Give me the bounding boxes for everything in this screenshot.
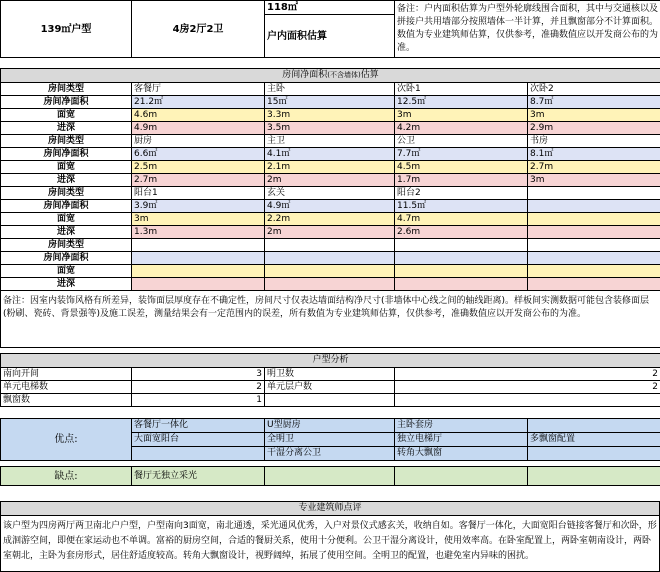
analysis-r-val [395,394,660,407]
room-area-cell [528,200,660,213]
pros-item [528,447,660,461]
room-area-cell: 4.1㎡ [265,148,395,161]
room-area-cell: 8.1㎡ [528,148,660,161]
room-depth-cell: 4.2m [395,122,528,135]
row-label-type: 房间类型 [1,239,132,252]
header-table [0,0,660,58]
net-area-row-depth [1,122,660,135]
room-depth-cell: 2.6m [395,226,528,239]
row-label-area: 房间净面积 [1,148,132,161]
room-area-cell: 4.9㎡ [265,200,395,213]
pros-item: 主卧套房 [395,419,528,433]
estimate-label: 户内面积估算 [265,15,395,58]
analysis-row [1,368,660,381]
analysis-row [1,381,660,394]
review-table [0,501,660,572]
pros-item: 大面宽阳台 [132,433,265,447]
room-width-cell: 2.2m [265,213,395,226]
row-label-depth: 进深 [1,174,132,187]
pros-item: U型厨房 [265,419,395,433]
room-width-cell: 3m [528,109,660,122]
row-label-depth: 进深 [1,278,132,291]
net-area-row-type [1,187,660,200]
cons-row [1,467,660,486]
review-text: 该户型为四房两厅两卫南北户户型，户型南向3面宽，南北通透，采光通风优秀，入户对景仪式感玄关，收纳自如。客餐厅一体化，大面宽阳台链接客餐厅和次卧，形成洄游空间，即便在家运动也不单调。富裕的厨房空间，合适的餐厨关系，使用十分便利。公卫干湿分离设计，使用效率高。在卧室配置上，两卧室朝南设计，两卧室朝北，主卧为套房形式，居住舒适度较高。转角大飘窗设计，视野阔绰，拓展了使用空间。全明卫的配置，也避免室内异味的困扰。 [1,516,660,572]
analysis-r-val: 2 [395,381,660,394]
net-area-row-depth [1,174,660,187]
pros-item [132,447,265,461]
room-width-cell: 4.5m [395,161,528,174]
pros-item [528,419,660,433]
room-depth-cell: 4.9m [132,122,265,135]
room-width-cell [528,265,660,278]
row-label-depth: 进深 [1,226,132,239]
net-area-row-type [1,135,660,148]
net-area-row-width [1,109,660,122]
analysis-l-val: 3 [132,368,265,381]
analysis-l-label: 单元电梯数 [1,381,132,394]
room-depth-cell [265,278,395,291]
room-width-cell: 3m [395,109,528,122]
room-depth-cell [395,278,528,291]
room-type-cell [265,239,395,252]
net-area-row-area [1,96,660,109]
room-depth-cell: 1.3m [132,226,265,239]
analysis-title: 户型分析 [1,354,660,368]
room-width-cell [265,265,395,278]
analysis-l-label: 飘窗数 [1,394,132,407]
room-type-cell: 客餐厅 [132,83,265,96]
room-area-cell [528,252,660,265]
room-area-cell: 11.5㎡ [395,200,528,213]
room-area-cell: 21.2㎡ [132,96,265,109]
row-label-area: 房间净面积 [1,96,132,109]
room-width-cell: 3.3m [265,109,395,122]
pros-row [1,419,660,433]
room-width-cell: 3m [132,213,265,226]
room-type-cell: 厨房 [132,135,265,148]
room-type-cell: 阳台1 [132,187,265,200]
net-area-row-area [1,148,660,161]
pros-item: 客餐厅一体化 [132,419,265,433]
net-area-row-width [1,265,660,278]
unit-layout: 4房2厅2卫 [132,1,265,58]
review-title: 专业建筑师点评 [1,502,660,516]
room-type-cell: 主卧 [265,83,395,96]
room-type-cell: 阳台2 [395,187,528,200]
room-type-cell [528,187,660,200]
room-area-cell: 12.5㎡ [395,96,528,109]
room-type-cell [132,239,265,252]
room-area-cell: 8.7㎡ [528,96,660,109]
room-area-cell: 7.7㎡ [395,148,528,161]
room-area-cell: 3.9㎡ [132,200,265,213]
cons-label: 缺点: [1,467,132,486]
net-area-row-area [1,200,660,213]
pros-label: 优点: [1,419,132,461]
room-area-cell: 15㎡ [265,96,395,109]
row-label-type: 房间类型 [1,187,132,200]
room-depth-cell: 2.7m [132,174,265,187]
room-width-cell: 2.5m [132,161,265,174]
net-area-title: 房间净面积(不含墙体)估算 [1,69,660,83]
header-note: 备注：户内面积估算为户型外轮廓线围合面积，其中与交通核以及拼接户共用墙部分按照墙体一半计算，并且飘窗部分不计算面积。数值为专业建筑师估算，仅供参考，准确数值应以开发商公布的为准。 [395,1,660,58]
room-width-cell: 2.7m [528,161,660,174]
analysis-r-label: 明卫数 [265,368,395,381]
pros-table [0,418,660,461]
room-depth-cell: 2m [265,174,395,187]
cons-item: 餐厅无独立采光 [132,467,265,486]
row-label-width: 面宽 [1,109,132,122]
net-area-row-width [1,161,660,174]
room-type-cell: 公卫 [395,135,528,148]
pros-item: 独立电梯厅 [395,433,528,447]
row-label-depth: 进深 [1,122,132,135]
row-label-type: 房间类型 [1,83,132,96]
room-width-cell [528,213,660,226]
pros-item: 转角大飘窗 [395,447,528,461]
net-area-table [0,68,660,348]
net-area-row-depth [1,226,660,239]
cons-table [0,466,660,486]
room-type-cell: 书房 [528,135,660,148]
analysis-table [0,353,660,407]
analysis-r-label [265,394,395,407]
room-area-cell [395,252,528,265]
room-area-cell [265,252,395,265]
net-area-row-type [1,239,660,252]
room-depth-cell: 2.9m [528,122,660,135]
cons-item [528,467,660,486]
room-type-cell: 主卫 [265,135,395,148]
analysis-r-val: 2 [395,368,660,381]
row-label-type: 房间类型 [1,135,132,148]
net-area-row-type [1,83,660,96]
room-depth-cell [132,278,265,291]
pros-item: 干湿分离公卫 [265,447,395,461]
cons-item [395,467,528,486]
pros-item: 全明卫 [265,433,395,447]
analysis-row [1,394,660,407]
room-area-cell: 6.6㎡ [132,148,265,161]
room-depth-cell: 3.5m [265,122,395,135]
analysis-l-val: 1 [132,394,265,407]
row-label-width: 面宽 [1,265,132,278]
row-label-area: 房间净面积 [1,252,132,265]
net-area-note: 备注：因室内装饰风格有所差异，装饰面层厚度存在不确定性，房间尺寸仅表达墙面结构净尺寸(非墙体中心线之间的轴线距离)。样板间实测数据可能包含装修面层(粉刷、瓷砖、背景强等)及施工误差，测量结果会有一定范围内的误差，所有数值为专业建筑师估算，仅供参考，准确数值应以开发商公布的为准。 [1,291,660,348]
row-label-width: 面宽 [1,213,132,226]
room-depth-cell [528,226,660,239]
room-width-cell: 4.7m [395,213,528,226]
row-label-width: 面宽 [1,161,132,174]
room-width-cell: 2.1m [265,161,395,174]
room-depth-cell: 2m [265,226,395,239]
net-area-row-depth [1,278,660,291]
analysis-r-label: 单元层户数 [265,381,395,394]
cons-item [265,467,395,486]
pros-item: 多飘窗配置 [528,433,660,447]
room-depth-cell [528,278,660,291]
row-label-area: 房间净面积 [1,200,132,213]
room-type-cell [528,239,660,252]
unit-area: 118㎡ [265,1,395,15]
room-type-cell [395,239,528,252]
room-depth-cell: 3m [528,174,660,187]
room-type-cell: 玄关 [265,187,395,200]
room-width-cell [395,265,528,278]
room-area-cell [132,252,265,265]
room-type-cell: 次卧1 [395,83,528,96]
net-area-row-width [1,213,660,226]
room-depth-cell: 1.7m [395,174,528,187]
room-width-cell [132,265,265,278]
analysis-l-val: 2 [132,381,265,394]
room-width-cell: 4.6m [132,109,265,122]
net-area-row-area [1,252,660,265]
room-type-cell: 次卧2 [528,83,660,96]
analysis-l-label: 南向开间 [1,368,132,381]
unit-type: 139㎡户型 [1,1,132,58]
